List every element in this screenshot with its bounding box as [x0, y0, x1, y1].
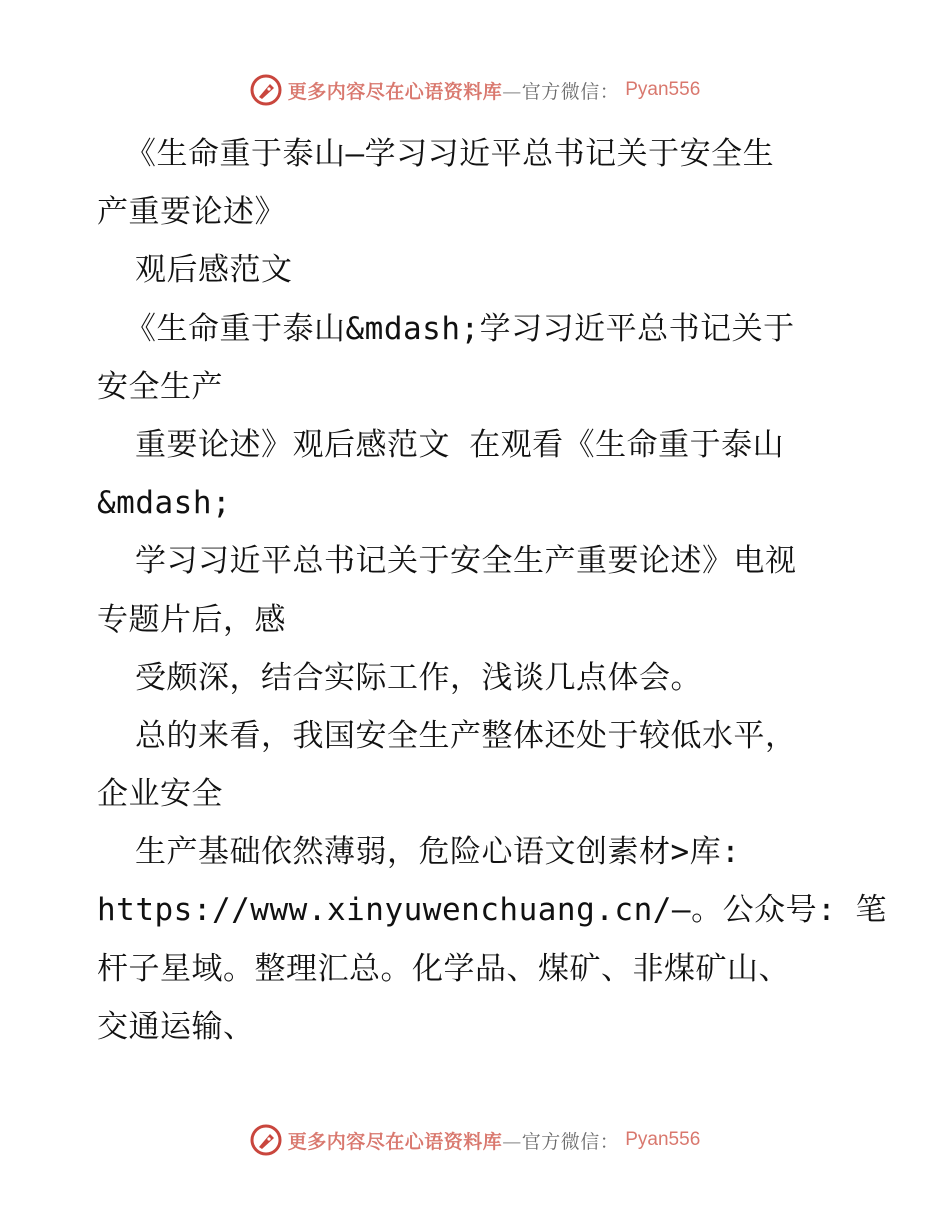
- text-line: 专题片后，感: [97, 601, 286, 638]
- text-line: 观后感范文: [135, 252, 293, 289]
- watermark-dash: —: [502, 80, 522, 103]
- watermark: [250, 1124, 701, 1156]
- text-line: &mdash;: [97, 485, 232, 522]
- text-line: 安全生产: [97, 368, 223, 405]
- watermark-dash: —: [502, 1130, 522, 1153]
- watermark-wechat-id: Pyan556: [625, 1129, 701, 1150]
- watermark-official-label: 官方微信：: [521, 80, 620, 103]
- watermark-main-text: 更多内容尽在心语资料库: [287, 1130, 503, 1153]
- text-line: 《生命重于泰山—学习习近平总书记关于安全生: [125, 136, 775, 172]
- text-line: 产重要论述》: [97, 194, 286, 231]
- footer-watermark: [0, 1120, 950, 1160]
- header-watermark: [0, 70, 950, 110]
- text-line: 《生命重于泰山&mdash;学习习近平总书记关于: [125, 310, 795, 347]
- text-line: https://www.xinyuwenchuang.cn/—。公众号: 笔: [97, 892, 887, 929]
- text-line: 杆子星域。整理汇总。化学品、煤矿、非煤矿山、: [97, 950, 790, 987]
- pen-nib-icon: [250, 74, 282, 106]
- watermark-wechat-id: Pyan556: [625, 79, 701, 100]
- document-body: [97, 125, 887, 1056]
- pen-nib-icon: [250, 1124, 282, 1156]
- text-line: 受颇深，结合实际工作，浅谈几点体会。: [135, 659, 702, 696]
- watermark-official-label: 官方微信：: [521, 1130, 620, 1153]
- watermark-main-text: 更多内容尽在心语资料库: [287, 80, 503, 103]
- text-line: 总的来看，我国安全生产整体还处于较低水平，: [135, 717, 797, 754]
- text-line: 重要论述》观后感范文 在观看《生命重于泰山: [135, 426, 785, 463]
- watermark: [250, 74, 701, 106]
- text-line: 学习习近平总书记关于安全生产重要论述》电视: [135, 543, 797, 580]
- text-line: 企业安全: [97, 776, 223, 813]
- text-line: 生产基础依然薄弱，危险心语文创素材>库:: [135, 834, 741, 871]
- text-line: 交通运输、: [97, 1008, 255, 1045]
